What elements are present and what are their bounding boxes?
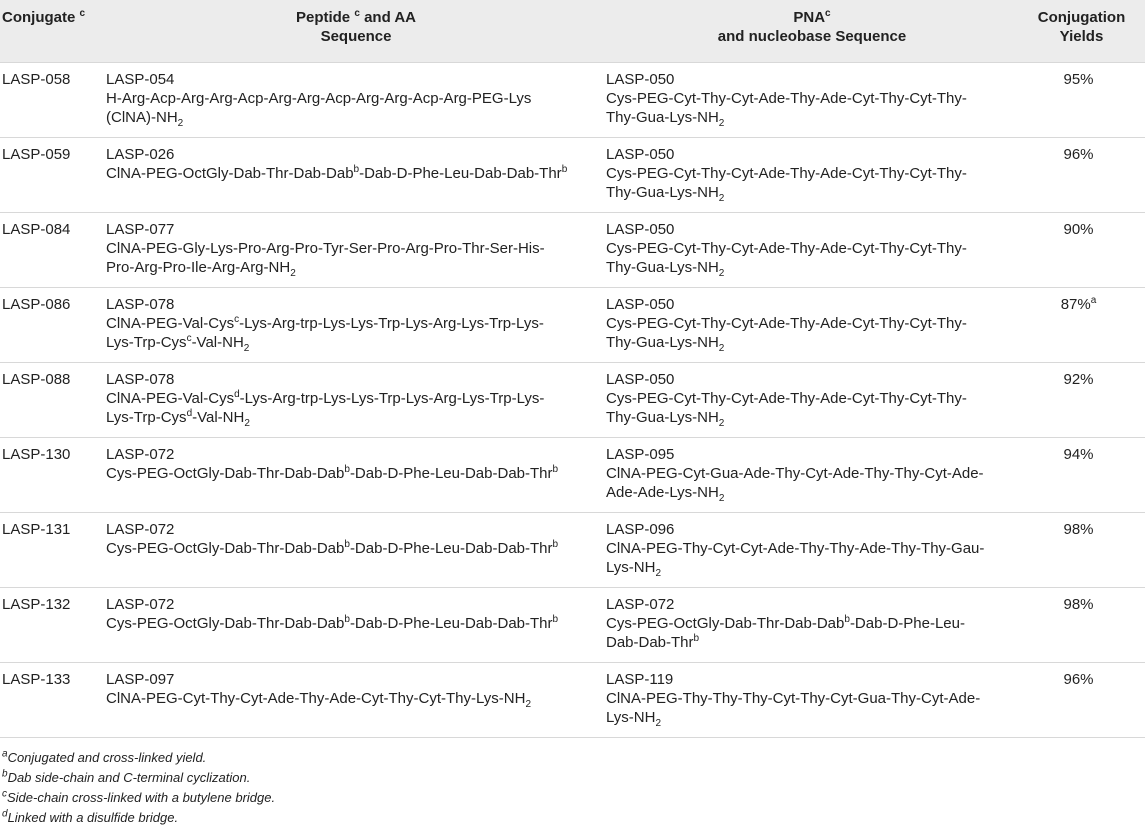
table-header xyxy=(0,0,1145,62)
conjugation-yield: 95% xyxy=(1063,70,1094,88)
cell-pna xyxy=(606,587,1018,662)
cell-pna xyxy=(606,362,1018,437)
footnote-mark: d xyxy=(2,808,8,820)
header-peptide-label: Peptide xyxy=(295,9,351,26)
conjugation-yield: 96% xyxy=(1063,670,1094,688)
pna-sequence: Cys-PEG-OctGly-Dab-Thr-Dab-Dab$^b$-Dab-D-Phe-Leu- Dab-Dab-Thr$^b$ xyxy=(606,613,965,651)
cell-peptide xyxy=(106,512,606,587)
cell-conjugate xyxy=(0,212,106,287)
conjugate-id: LASP-130 xyxy=(2,445,71,463)
cell-yield xyxy=(1018,287,1145,362)
table-row xyxy=(0,62,1145,137)
conjugation-yield: 98% xyxy=(1063,520,1094,538)
table-row xyxy=(0,437,1145,512)
pna-id: LASP-050 xyxy=(606,370,675,388)
pna-id: LASP-050 xyxy=(606,145,675,163)
peptide-id: LASP-026 xyxy=(106,145,175,163)
footnote-text: Linked with a disulfide bridge. xyxy=(7,810,179,825)
cell-pna xyxy=(606,662,1018,737)
table-row xyxy=(0,137,1145,212)
cell-conjugate xyxy=(0,512,106,587)
cell-peptide xyxy=(106,362,606,437)
pna-sequence: Cys-PEG-Cyt-Thy-Cyt-Ade-Thy-Ade-Cyt-Thy-Cyt-Thy- Thy-$Gua-Lys-NH_2$ xyxy=(606,89,967,129)
pna-id: LASP-119 xyxy=(606,670,674,688)
cell-peptide xyxy=(106,437,606,512)
table-row xyxy=(0,512,1145,587)
peptide-id: LASP-077 xyxy=(106,220,175,238)
footnote-text: Conjugated and cross-linked yield. xyxy=(7,750,207,765)
pna-sequence: ClNA-PEG-Thy-Thy-Thy-Cyt-Thy-Cyt-Gua-Thy-Cyt-Ade- Lys-$NH_2$ xyxy=(606,689,981,729)
header-yield-label: Conjugation xyxy=(1037,9,1126,26)
header-peptide-label-3: Sequence xyxy=(320,28,392,45)
cell-conjugate xyxy=(0,137,106,212)
conjugation-yield: 94% xyxy=(1063,445,1094,463)
cell-pna xyxy=(606,62,1018,137)
peptide-id: LASP-072 xyxy=(106,445,175,463)
table-row xyxy=(0,212,1145,287)
conjugate-id: LASP-132 xyxy=(2,595,71,613)
conjugation-yield: 96% xyxy=(1063,145,1094,163)
conjugation-yield: 90% xyxy=(1063,220,1094,238)
peptide-sequence: H-Arg-Acp-Arg-Arg-Acp-Arg-Arg-Acp-Arg-Arg-Acp-Arg-PEG-Lys $(ClNA)-NH_2$ xyxy=(106,89,532,129)
cell-conjugate xyxy=(0,437,106,512)
peptide-sequence: Cys-PEG-OctGly-Dab-Thr-Dab-Dab$^b$-Dab-D-Phe-Leu-Dab-Dab-Thr$^b$ xyxy=(106,463,559,482)
cell-yield xyxy=(1018,587,1145,662)
cell-yield xyxy=(1018,137,1145,212)
table-row xyxy=(0,662,1145,737)
peptide-id: LASP-097 xyxy=(106,670,175,688)
footnote xyxy=(2,748,275,768)
pna-id: LASP-096 xyxy=(606,520,675,538)
cell-peptide xyxy=(106,137,606,212)
header-peptide-label-2: and AA xyxy=(364,9,417,26)
header-row xyxy=(0,0,1145,62)
table-row xyxy=(0,587,1145,662)
cell-peptide xyxy=(106,662,606,737)
peptide-sequence: Cys-PEG-OctGly-Dab-Thr-Dab-Dab$^b$-Dab-D-Phe-Leu-Dab-Dab-Thr$^b$ xyxy=(106,613,559,632)
cell-yield xyxy=(1018,62,1145,137)
cell-conjugate xyxy=(0,662,106,737)
cell-conjugate xyxy=(0,287,106,362)
footnote xyxy=(2,808,275,828)
conjugate-id: LASP-084 xyxy=(2,220,71,238)
footnote xyxy=(2,768,275,788)
footnote-mark: b xyxy=(2,768,8,780)
cell-yield xyxy=(1018,362,1145,437)
header-conjugate-sup: c xyxy=(79,8,86,19)
peptide-sequence: ClNA-PEG-Val-Cys$^c$-Lys-Arg-trp-Lys-Lys-Trp-Lys-Arg-Lys-Trp-Lys- Lys-$Trp-Cys^c-Val-NH_2$ xyxy=(106,313,544,354)
conjugation-yield: 87%$^a$ xyxy=(1060,294,1097,313)
footnote-text: Side-chain cross-linked with a butylene bridge. xyxy=(7,790,276,805)
conjugate-id: LASP-088 xyxy=(2,370,71,388)
peptide-id: LASP-072 xyxy=(106,595,175,613)
peptide-sequence: ClNA-PEG-Val-Cys$^d$-Lys-Arg-trp-Lys-Lys-Trp-Lys-Arg-Lys-Trp-Lys- Lys-$Trp-Cys^d-Val-NH_2$ xyxy=(106,388,545,429)
conjugate-id: LASP-086 xyxy=(2,295,71,313)
cell-conjugate xyxy=(0,62,106,137)
pna-sequence: Cys-PEG-Cyt-Thy-Cyt-Ade-Thy-Ade-Cyt-Thy-Cyt-Thy- Thy-$Gua-Lys-NH_2$ xyxy=(606,389,967,429)
header-peptide-sup: c xyxy=(354,8,360,19)
footnote-mark: c xyxy=(2,788,7,800)
peptide-sequence: ClNA-PEG-Gly-Lys-Pro-Arg-Pro-Tyr-Ser-Pro-Arg-Pro-Thr-Ser-His- Pro-$Arg-Pro-Ile-Arg-Arg-NH_2$ xyxy=(106,239,545,279)
cell-pna xyxy=(606,212,1018,287)
footnote-text: Dab side-chain and C-terminal cyclization. xyxy=(7,770,251,785)
pna-sequence: Cys-PEG-Cyt-Thy-Cyt-Ade-Thy-Ade-Cyt-Thy-Cyt-Thy- Thy-$Gua-Lys-NH_2$ xyxy=(606,314,967,354)
cell-yield xyxy=(1018,212,1145,287)
conjugate-id: LASP-133 xyxy=(2,670,71,688)
cell-pna xyxy=(606,137,1018,212)
peptide-id: LASP-054 xyxy=(106,70,175,88)
peptide-sequence: Cys-PEG-OctGly-Dab-Thr-Dab-Dab$^b$-Dab-D-Phe-Leu-Dab-Dab-Thr$^b$ xyxy=(106,538,559,557)
cell-peptide xyxy=(106,62,606,137)
peptide-id: LASP-078 xyxy=(106,295,175,313)
pna-sequence: Cys-PEG-Cyt-Thy-Cyt-Ade-Thy-Ade-Cyt-Thy-Cyt-Thy- Thy-$Gua-Lys-NH_2$ xyxy=(606,164,967,204)
cell-pna xyxy=(606,512,1018,587)
footnotes xyxy=(2,748,275,828)
pna-sequence: Cys-PEG-Cyt-Thy-Cyt-Ade-Thy-Ade-Cyt-Thy-Cyt-Thy- Thy-$Gua-Lys-NH_2$ xyxy=(606,239,967,279)
cell-peptide xyxy=(106,287,606,362)
header-pna-sup: c xyxy=(825,8,831,19)
table-row xyxy=(0,362,1145,437)
header-pna-label: PNA xyxy=(793,9,826,26)
conjugate-id: LASP-059 xyxy=(2,145,71,163)
table-body xyxy=(0,62,1145,737)
header-yield-label-2: Yields xyxy=(1059,28,1104,45)
cell-yield xyxy=(1018,662,1145,737)
table-row xyxy=(0,287,1145,362)
pna-id: LASP-050 xyxy=(606,220,675,238)
peptide-sequence: ClNA-PEG-OctGly-Dab-Thr-Dab-Dab$^b$-Dab-D-Phe-Leu-Dab-Dab-Thr$^b$ xyxy=(106,163,568,182)
conjugation-yield: 92% xyxy=(1063,370,1094,388)
cell-yield xyxy=(1018,437,1145,512)
cell-yield xyxy=(1018,512,1145,587)
pna-sequence: ClNA-PEG-Thy-Cyt-Cyt-Ade-Thy-Thy-Ade-Thy-Thy-Gau- Lys-$NH_2$ xyxy=(606,539,985,579)
header-conjugate xyxy=(0,0,106,62)
header-peptide xyxy=(106,0,606,62)
header-conjugate-label: Conjugate xyxy=(2,9,76,26)
cell-conjugate xyxy=(0,362,106,437)
pna-id: LASP-050 xyxy=(606,70,675,88)
peptide-sequence: ClNA-$PEG-Cyt-Thy-Cyt-Ade-Thy-Ade-Cyt-Thy-Cyt-Thy-Lys-NH_2$ xyxy=(106,689,532,710)
peptide-id: LASP-072 xyxy=(106,520,175,538)
pna-id: LASP-072 xyxy=(606,595,675,613)
header-pna-label-2: and nucleobase Sequence xyxy=(717,28,907,45)
footnote-mark: a xyxy=(2,748,8,760)
cell-pna xyxy=(606,287,1018,362)
pna-id: LASP-050 xyxy=(606,295,675,313)
footnote xyxy=(2,788,275,808)
conjugate-id: LASP-058 xyxy=(2,70,71,88)
cell-peptide xyxy=(106,212,606,287)
conjugate-id: LASP-131 xyxy=(2,520,71,538)
cell-peptide xyxy=(106,587,606,662)
peptide-id: LASP-078 xyxy=(106,370,175,388)
cell-conjugate xyxy=(0,587,106,662)
header-pna xyxy=(606,0,1018,62)
pna-sequence: ClNA-PEG-Cyt-Gua-Ade-Thy-Cyt-Ade-Thy-Thy-Cyt-Ade- Ade-$Ade-Lys-NH_2$ xyxy=(606,464,984,504)
header-yield xyxy=(1018,0,1145,62)
pna-id: LASP-095 xyxy=(606,445,675,463)
conjugation-yield: 98% xyxy=(1063,595,1094,613)
cell-pna xyxy=(606,437,1018,512)
